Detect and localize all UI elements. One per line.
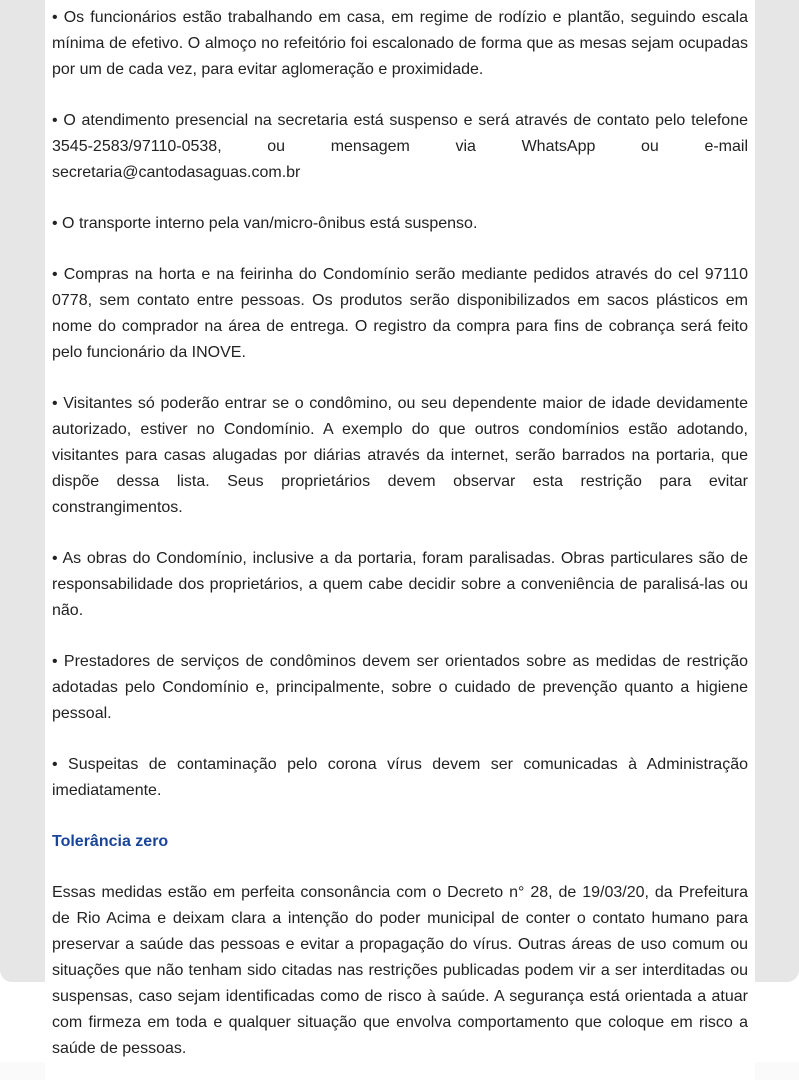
article-body (52, 5, 748, 1087)
paragraph-construction: • As obras do Condomínio, inclusive a da portaria, foram paralisadas. Obras particulares são de responsabilidade dos proprietários, a quem cabe decidir sobre a conveniência de paralisá-las ou não. (52, 550, 748, 619)
section-heading: Tolerância zero (52, 833, 169, 850)
paragraph-remote-work: • Os funcionários estão trabalhando em casa, em regime de rodízio e plantão, seguindo escala mínima de efetivo. O almoço no refeitório foi escalonado de forma que as mesas sejam ocupadas por um de cada vez, para evitar aglomeração e proximidade. (52, 9, 748, 78)
article-content (45, 0, 755, 1080)
paragraph-internal-transport: • O transporte interno pela van/micro-ônibus está suspenso. (52, 215, 478, 232)
paragraph-visitors: • Visitantes só poderão entrar se o condômino, ou seu dependente maior de idade devidamente autorizado, estiver no Condomínio. A exemplo do que outros condomínios estão adotando, visitantes para casas alugadas por diárias através da internet, serão barrados na portaria, que dispõe dessa lista. Seus proprietários devem observar esta restrição para evitar constrangimentos. (52, 395, 748, 516)
paragraph-secretariat-contact: • O atendimento presencial na secretaria está suspenso e será através de contato pelo telefone 3545-2583/97110-0538, ou mensagem via WhatsApp ou e-mail secretaria@cantodasaguas.com.br (52, 112, 748, 181)
paragraph-suspected-contamination: • Suspeitas de contaminação pelo corona vírus devem ser comunicadas à Administração imediatamente. (52, 756, 748, 799)
paragraph-service-providers: • Prestadores de serviços de condôminos devem ser orientados sobre as medidas de restrição adotadas pelo Condomínio e, principalmente, sobre o cuidado de prevenção quanto a higiene pessoal. (52, 653, 748, 722)
paragraph-closing: Essas medidas estão em perfeita consonância com o Decreto n° 28, de 19/03/20, da Prefeitura de Rio Acima e deixam clara a intenção do poder municipal de conter o contato humano para preservar a saúde das pessoas e evitar a propagação do vírus. Outras áreas de uso comum ou situações que não tenham sido citadas nas restrições publicadas podem vir a ser interditadas ou suspensas, caso sejam identificadas como de risco à saúde. A segurança está orientada a atuar com firmeza em toda e qualquer situação que envolva comportamento que coloque em risco a saúde de pessoas. (52, 884, 748, 1057)
paragraph-garden-market: • Compras na horta e na feirinha do Condomínio serão mediante pedidos através do cel 97110 0778, sem contato entre pessoas. Os produtos serão disponibilizados em sacos plásticos em nome do comprador na área de entrega. O registro da compra para fins de cobrança será feito pelo funcionário da INOVE. (52, 266, 748, 361)
